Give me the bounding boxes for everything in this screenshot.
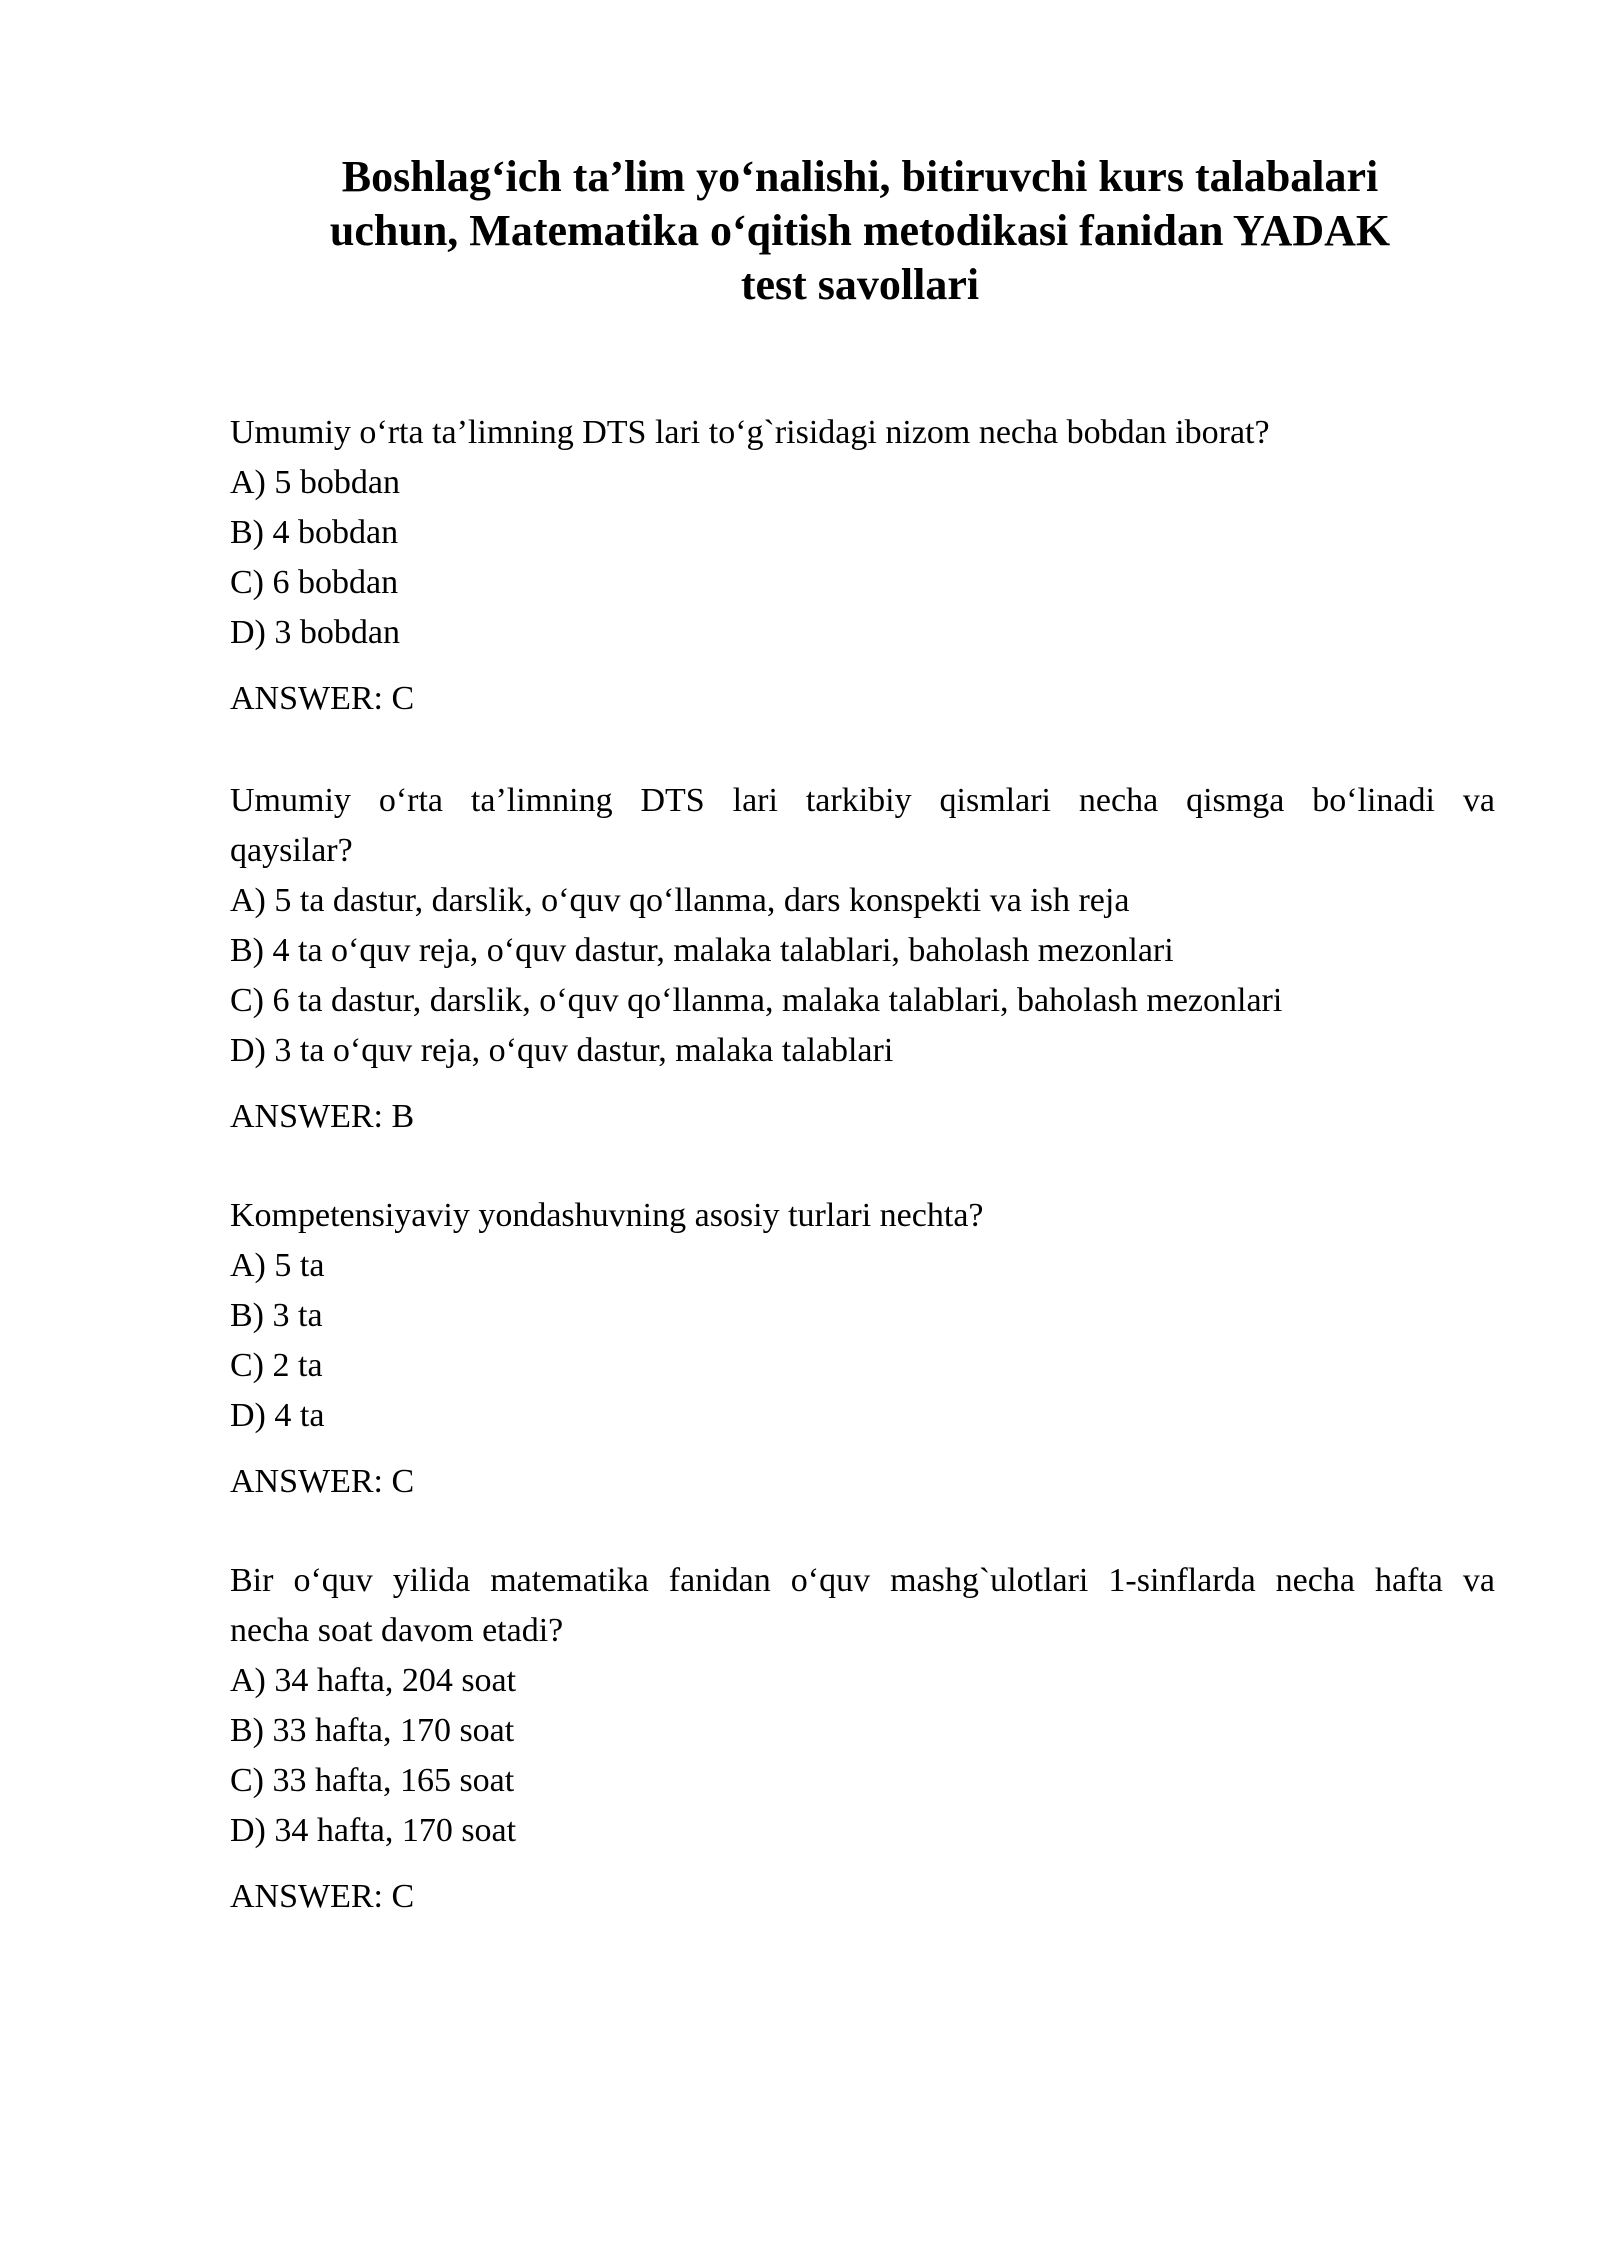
option-b: B) 33 hafta, 170 soat: [230, 1712, 515, 1749]
option-b: B) 4 bobdan: [230, 514, 399, 551]
question-text-line: Kompetensiyaviy yondashuvning asosiy turlari nechta?: [230, 1197, 984, 1234]
title-line: uchun, Matematika o‘qitish metodikasi fanidan YADAK: [329, 206, 1391, 255]
answer-options: [230, 458, 1495, 658]
option-c: C) 2 ta: [230, 1347, 323, 1384]
title-line: test savollari: [740, 260, 980, 309]
answer-key: ANSWER: C: [230, 1878, 415, 1915]
question-block: [230, 1556, 1495, 1922]
question-text-line: Umumiy o‘rta ta’limning DTS lari tarkibiy qismlari necha qismga bo‘linadi va: [230, 782, 1495, 819]
question-text: [230, 776, 1495, 876]
option-b: B) 3 ta: [230, 1297, 323, 1334]
question-text: [230, 408, 1495, 458]
answer-options: [230, 1656, 1495, 1856]
answer-options: [230, 1241, 1495, 1441]
question-text-line: Umumiy o‘rta ta’limning DTS lari to‘g`risidagi nizom necha bobdan iborat?: [230, 414, 1270, 451]
option-d: D) 34 hafta, 170 soat: [230, 1812, 517, 1849]
question-block: [230, 408, 1495, 724]
question-text-line: Bir o‘quv yilida matematika fanidan o‘quv mashg`ulotlari 1-sinflarda necha hafta va: [230, 1562, 1495, 1599]
answer-key: ANSWER: C: [230, 680, 415, 717]
option-c: C) 33 hafta, 165 soat: [230, 1762, 515, 1799]
option-b: B) 4 ta o‘quv reja, o‘quv dastur, malaka talablari, baholash mezonlari: [230, 932, 1174, 969]
option-d: D) 4 ta: [230, 1397, 325, 1434]
answer-key: ANSWER: B: [230, 1098, 415, 1135]
answer-key: ANSWER: C: [230, 1463, 415, 1500]
option-a: A) 5 bobdan: [230, 464, 400, 501]
option-a: A) 34 hafta, 204 soat: [230, 1662, 517, 1699]
option-c: C) 6 bobdan: [230, 564, 399, 601]
question-text-line: necha soat davom etadi?: [230, 1612, 564, 1649]
question-block: [230, 776, 1495, 1142]
option-c: C) 6 ta dastur, darslik, o‘quv qo‘llanma, malaka talablari, baholash mezonlari: [230, 982, 1283, 1019]
title-line: Boshlag‘ich ta’lim yo‘nalishi, bitiruvchi kurs talabalari: [341, 152, 1379, 201]
answer-options: [230, 876, 1495, 1076]
question-text: [230, 1191, 1495, 1241]
question-text-line: qaysilar?: [230, 832, 353, 869]
document-title: [230, 150, 1490, 312]
option-d: D) 3 bobdan: [230, 614, 400, 651]
question-text: [230, 1556, 1495, 1656]
question-block: [230, 1191, 1495, 1507]
option-d: D) 3 ta o‘quv reja, o‘quv dastur, malaka talablari: [230, 1032, 894, 1069]
option-a: A) 5 ta: [230, 1247, 325, 1284]
option-a: A) 5 ta dastur, darslik, o‘quv qo‘llanma, dars konspekti va ish reja: [230, 882, 1130, 919]
